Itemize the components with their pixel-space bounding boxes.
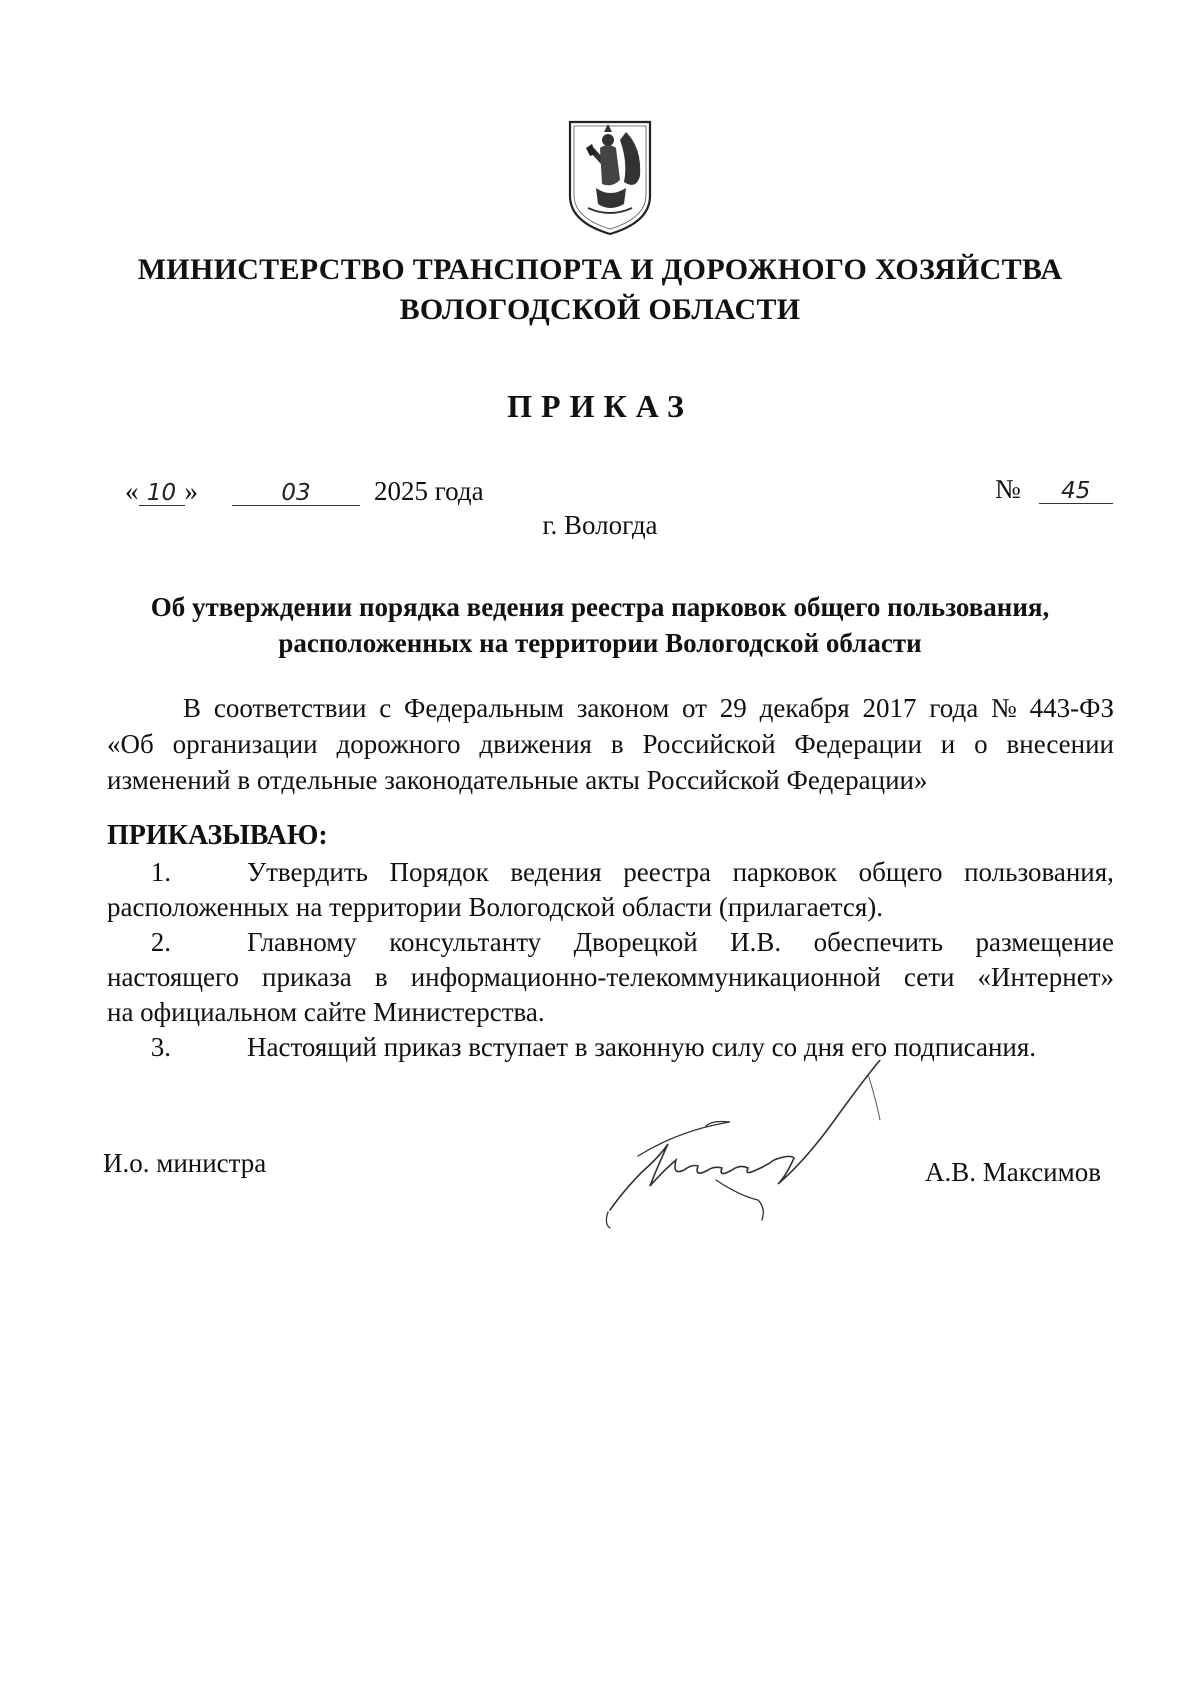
word: Федерации xyxy=(794,729,922,759)
item-2-line2 xyxy=(107,960,1114,995)
item-3-text: Настоящий приказ вступает в законную силу со дня его подписания. xyxy=(247,1032,1037,1062)
word: Главному xyxy=(247,927,357,957)
document-date xyxy=(125,476,484,507)
preamble-line2 xyxy=(107,726,1114,762)
preamble xyxy=(107,690,1114,798)
word: консультанту xyxy=(389,927,542,957)
word: пользования, xyxy=(964,857,1114,887)
word: В xyxy=(183,693,202,723)
word: Утвердить xyxy=(247,857,368,887)
word: года xyxy=(929,693,979,723)
word: движения xyxy=(479,729,592,759)
item-2-line1-text xyxy=(247,925,1114,960)
word: «Об xyxy=(107,729,154,759)
word: о xyxy=(974,729,988,759)
word: в xyxy=(610,729,624,759)
word: Российской xyxy=(642,729,776,759)
word: общего xyxy=(858,857,943,887)
word: соответствии xyxy=(213,693,367,723)
word: от xyxy=(682,693,707,723)
document-subject xyxy=(100,589,1100,661)
word: дорожного xyxy=(336,729,461,759)
item-1-line2: расположенных на территории Вологодской области (прилагается). xyxy=(107,892,884,922)
ministry-name-line2: ВОЛОГОДСКОЙ ОБЛАСТИ xyxy=(399,293,801,326)
signatory-title: И.о. министра xyxy=(103,1148,267,1178)
word: обеспечить xyxy=(813,927,944,957)
item-1-line1-text xyxy=(247,855,1114,890)
item-2-number: 2. xyxy=(150,927,171,957)
word: ведения xyxy=(510,857,602,887)
document-city: г. Вологда xyxy=(542,510,658,540)
subject-line1: Об утверждении порядка ведения реестра парковок общего пользования, xyxy=(150,592,1050,622)
coat-of-arms-emblem xyxy=(566,118,654,238)
ministry-name xyxy=(100,250,1100,330)
item-2-line3: на официальном сайте Министерства. xyxy=(107,997,545,1027)
word: 2017 xyxy=(862,693,917,723)
subject-line2: расположенных на территории Вологодской области xyxy=(278,628,922,658)
number-value: 45 xyxy=(1039,479,1113,504)
word: внесении xyxy=(1006,729,1114,759)
word: И.В. xyxy=(730,927,782,957)
word: размещение xyxy=(975,927,1114,957)
word: Дворецкой xyxy=(573,927,698,957)
order-items xyxy=(107,855,1114,1065)
item-1-line1 xyxy=(107,855,1114,890)
word: законом xyxy=(576,693,670,723)
word: Федеральным xyxy=(404,693,564,723)
word: настоящего xyxy=(107,962,239,992)
item-1-number: 1. xyxy=(150,857,171,887)
document-type: ПРИКАЗ xyxy=(507,388,693,424)
word: Порядок xyxy=(389,857,489,887)
word: реестра xyxy=(623,857,712,887)
date-day: 10 xyxy=(139,481,185,506)
date-quote-close: » xyxy=(184,476,198,506)
word: сети xyxy=(903,962,955,992)
date-month: 03 xyxy=(232,481,360,506)
number-label: № xyxy=(995,474,1021,504)
date-year: 2025 года xyxy=(374,476,484,506)
word: 443-ФЗ xyxy=(1029,693,1114,723)
word: 29 xyxy=(719,693,747,723)
handwritten-signature xyxy=(580,1060,910,1250)
word: с xyxy=(379,693,392,723)
word: организации xyxy=(172,729,318,759)
word: информационно-телекоммуникационной xyxy=(410,962,881,992)
word: декабря xyxy=(759,693,850,723)
word: «Интернет» xyxy=(977,962,1114,992)
item-3-number: 3. xyxy=(150,1032,171,1062)
signatory-name: А.В. Максимов xyxy=(925,1157,1101,1187)
date-quote-open: « xyxy=(125,476,139,506)
order-label: ПРИКАЗЫВАЮ: xyxy=(107,820,328,851)
word: приказа xyxy=(262,962,352,992)
ministry-name-line1: МИНИСТЕРСТВО ТРАНСПОРТА И ДОРОЖНОГО ХОЗЯЙСТВА xyxy=(137,253,1063,286)
item-2-line1 xyxy=(107,925,1114,960)
document-number xyxy=(995,474,1113,505)
word: и xyxy=(940,729,956,759)
preamble-line1 xyxy=(107,690,1114,726)
preamble-line3: изменений в отдельные законодательные акты Российской Федерации» xyxy=(107,765,928,795)
word: в xyxy=(374,962,388,992)
word: № xyxy=(991,693,1017,723)
word: парковок xyxy=(732,857,837,887)
